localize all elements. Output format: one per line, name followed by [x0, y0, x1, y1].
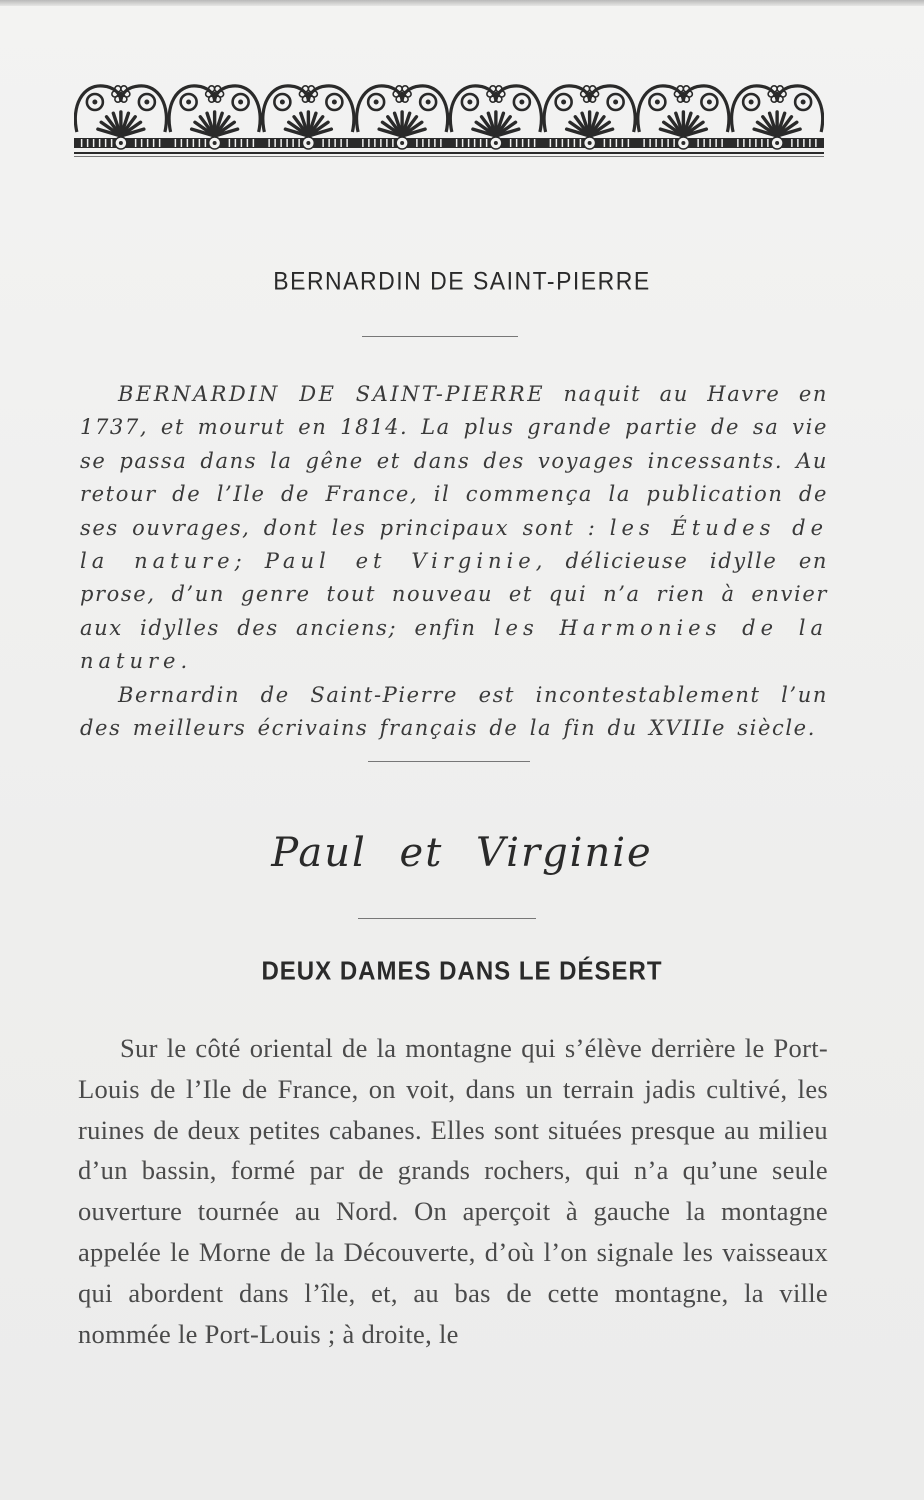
divider-rule: [362, 336, 518, 337]
divider-rule: [368, 761, 530, 762]
author-biography: [80, 378, 828, 745]
chapter-title: DEUX DAMES DANS LE DÉSERT: [261, 956, 663, 987]
divider-rule: [358, 918, 536, 919]
body-paragraph: Sur le côté oriental de la montagne qui s’élève derrière le Port-Louis de l’Ile de France, on voit, dans un terrain jadis cultivé, les ruines de deux petites cabanes. Elles sont situées presque au milieu d’un bassin, formé par de grands rochers, qui n’a qu’une seule ouverture tournée au Nord. On aperçoit à gauche la montagne appelée le Morne de la Découverte, d’où l’on signale les vaisseaux qui abordent dans l’île, et, au bas de cette montagne, la ville nommée le Port-Louis ; à droite, le: [78, 1033, 828, 1349]
bio-work-etudes: les Études de la nature: [80, 515, 828, 574]
bio-work-harmonies: les Harmonies de la nature: [80, 615, 828, 674]
body-text: [78, 1028, 828, 1354]
bio-intro-text: naquit au Havre en 1737, et mourut en 1814. La plus grande partie de sa vie se passa dans la gêne et dans des voyages incessants. Au retour de l’Ile de France, il commença la publication de ses ouvrages, dont les principaux sont :: [80, 382, 828, 540]
bio-author-name: BERNARDIN DE SAINT-PIERRE: [118, 382, 546, 406]
page-top-edge: [0, 0, 924, 6]
bio-separator: ;: [234, 549, 265, 574]
bio-paragraph-2: Bernardin de Saint-Pierre est incontestablement l’un des meilleurs écrivains français de la fin du XVIIIe siècle.: [80, 682, 828, 741]
bio-work-paul-virginie: Paul et Virginie: [264, 549, 536, 574]
bio-work-description: , délicieuse idylle en prose, d’un genre tout nouveau et qui n’a rien à envier aux idylles des anciens; enfin: [80, 549, 828, 640]
work-title: Paul et Virginie: [271, 830, 653, 876]
author-heading: BERNARDIN DE SAINT-PIERRE: [273, 266, 651, 296]
bio-end-punctuation: .: [180, 649, 189, 674]
bio-paragraph-1: [80, 378, 828, 679]
ornamental-headpiece-icon: [74, 76, 824, 160]
